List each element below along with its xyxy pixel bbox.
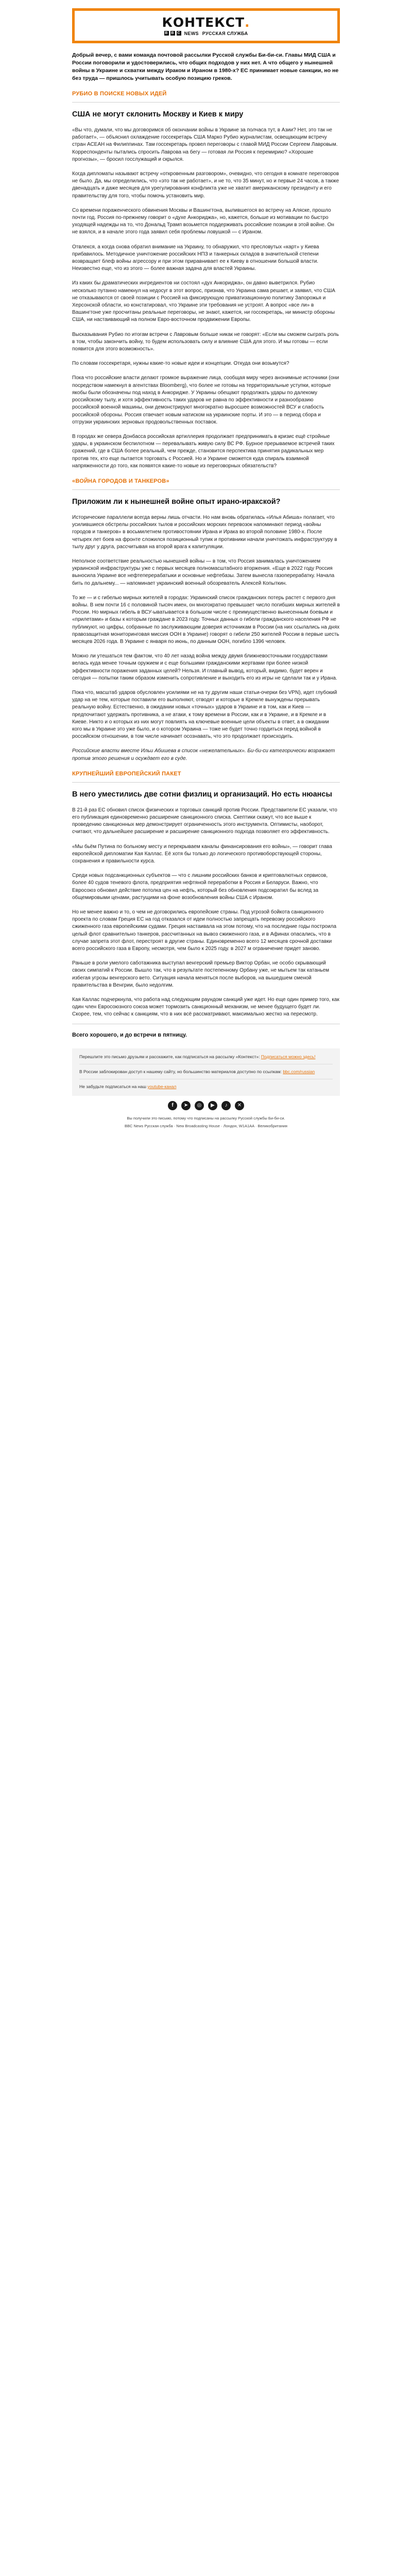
x-icon[interactable]: ✕ bbox=[235, 1101, 244, 1110]
footer-access-line bbox=[79, 1069, 333, 1075]
paragraph: Кая Каллас подчеркнула, что работа над следующим раундом санкций уже идет. Но еще один пример того, как один член Евросоюзного союза может тормозить санкционный механизм, не менее будущего будет ли. Скорее, тем, что сейчас к санкциям, что в них всё рассматривают, максимально жестко на пересмотр. bbox=[72, 997, 339, 1018]
paragraph: По словам госсекретаря, нужны какие-то новые идеи и концепции. Откуда они возьмутся? bbox=[72, 361, 289, 367]
instagram-icon[interactable]: ◎ bbox=[195, 1101, 204, 1110]
paragraph: Из каких бы драматических ингредиентов ни состоял «дух Анкориджа», он давно выветрился. Рубио несколько путанно намекнул на недосуг в этот вопрос, признав, что Украина сама решает, и заявил, что США не отказываются от своей позиции с Россией на фиксирующую приватизационную политику Запорожья и Херсонской области, но констатировал, что Украине эти требования не устроят. А вопрос «все ли» в Вашингтоне уже просчитаны реальные переговоры, не знают, кажется, ни госсекретарь, ни министр обороны США, ни настаивающий на полном Евро-восточном продвижении Европы. bbox=[72, 280, 335, 323]
footer-forward-line bbox=[79, 1054, 333, 1060]
paragraph: Исторические параллели всегда верны лишь отчасти. Но нам вновь обратилась «Илья Абиша» полагает, что усилившиеся обстрелы российских тылов и российских морских перевозок напоминают период «войны городов и танкеров» в восьмилетнем противостоянии Ирана и Ирака во второй половине 1980-х. После четырех лет боев на фронте сложился позиционный тупик и противники начали уничтожать инфраструктуру в тылу друг у друга, рассчитывая на второй врага к капитуляции. bbox=[72, 514, 337, 550]
disclaimer-paragraph: Российские власти вместе Ильи Абишева в список «нежелательных». Би-би-си категорически возражает против этого решения и осуждает его в суде. bbox=[72, 748, 335, 761]
paragraph: Высказывания Рубио по итогам встречи с Лавровым больше никак не говорят: «Если мы сможем сыграть роль в том, чтобы закончить войну, то будем использовать силу и влияние США для этого. И мы готовы — если появится для этого возможность». bbox=[72, 331, 339, 352]
facebook-icon[interactable]: f bbox=[168, 1101, 177, 1110]
site-link[interactable]: bbc.com/russian bbox=[283, 1069, 315, 1074]
paragraph: Неполное соответствие реальностью нынешней войны — в том, что Россия занималась уничтожением украинской инфраструктуры уже с первых месяцев полномасштабного вторжения. «Еще в 2022 году Россия выносила Украине все нефтеперерабатыки и основные нефтебазы. Затем вынесла газоперерабатку. Начала бить по дальнему... — напоминает украинский военный обозреватель Алексей Копыткин. bbox=[72, 558, 335, 586]
service-label: РУССКАЯ СЛУЖБА bbox=[202, 30, 248, 36]
paragraph: Раньше в роли умелого саботажника выступал венгерский премьер Виктор Орбан, не особо скрывающий своих симпатий к России. Вышло так, что в результате постепенному Орбану уже, не мытьем так катаньем избегая угрозы венгерского вето. Ситуация начала меняться после выборов, на вышедшем сменой правительства в Венгрии, было недолгим. bbox=[72, 960, 330, 988]
signoff: Всего хорошего, и до встречи в пятницу. bbox=[72, 1031, 187, 1038]
paragraph: То же — и с гибелью мирных жителей в городах: Украинский список гражданских потерь растет с первого дня войны. В нем почти 16 с половиной тысяч имен, он многократно превышает число погибших мирных жителей в России. Но мирных гибель в ВСУ-ыватывается в большом числе с преимущественно вынесенным боевым и «прилетами» и базы к которым граждане в 2023 году. Точных данных о гибели гражданского населения РФ не публикуют, но цифры, собранные по заслуживающим доверия источникам в России (на них ссылались на днях правозащитная мониторинговая миссия ООН в Украине) говорят о гибели 250 жителей России в первые шесть месяцев 2026 года. В Украине с января по июнь, по данным ООН, погибло 1396 человек. bbox=[72, 595, 340, 645]
section-heading: «ВОЙНА ГОРОДОВ И ТАНКЕРОВ» bbox=[72, 478, 169, 484]
footer-youtube-text: Не забудьте подписаться на наш bbox=[79, 1083, 146, 1089]
bbc-letter-b2: B bbox=[171, 31, 174, 35]
paragraph: «Вы что, думали, что мы договоримся об окончании войны в Украине за полчаса тут, в Азии? Нет, это так не работает», — объяснил охлаждение госсекретарь США Марко Рубио журналистам, освещающим встречу стран АСЕАН на Филиппинах. Там госсекретарь провел переговоры с главой МИД России Сергеем Лавровым. Корреспонденты пытались спросить Лаврова на бегу — готовая ли Россия к перемирию? «Хорошие прогнозы», — бросил госслужащий и скрылся. bbox=[72, 127, 338, 162]
paragraph: Отвлекся, а когда снова обратил внимание на Украину, то обнаружил, что пресловутых «карт» у Киева прибавилось. Методичное уничтожение российских НПЗ и танкерных складов в значительной степени возвращает блеф войны агрессору и при этом приравнивает ее к Киеву в отношении большой власти. Неизвестно еще, что из этого — более важная задача для властей Украины. bbox=[72, 244, 319, 272]
section-title: США не могут склонить Москву и Киев к миру bbox=[72, 110, 244, 118]
header-accent-bar bbox=[72, 41, 340, 43]
bbc-news-line bbox=[164, 31, 248, 36]
youtube-link[interactable]: youtube-канал bbox=[147, 1083, 177, 1089]
youtube-icon[interactable]: ▶ bbox=[208, 1101, 217, 1110]
social-icons bbox=[72, 1101, 340, 1110]
footer-youtube-line bbox=[79, 1083, 333, 1090]
section-title: В него уместились две сотни физлиц и организаций. Но есть нюансы bbox=[72, 790, 332, 799]
news-label: NEWS bbox=[184, 30, 199, 36]
legal-line: Вы получили это письмо, потому что подписаны на рассылку Русской службы Би-би-си. bbox=[127, 1115, 285, 1121]
paragraph: Пока что, масштаб ударов обусловлен усилиями не на ту другим наши статьи-очерки без VPN), идет глубокий удар на не тем, которые поставили его выполняют, отводят и которые в Кремле вынуждены прерывать реальную войну. Естественно, в ожидании новых «точных» ударов в Украине и в том, как и Киев — предпочитают удержать противника, а не атаки, к тому времени в России, как и в Украине, и в Кремле и в Киеве. Никто и о которых из них могут повлиять на ключевые военные цели объекты в ответ, а в ожидании кого мы в Украине это уже было, и о котором Украина — тоже не будет точно гордиться перед войной в российском отношении, в том числе начинает осознавать, что это продолжает происходить. bbox=[72, 689, 337, 740]
paragraph: Можно ли утешаться тем фактом, что 40 лет назад война между двумя ближневосточными государствами велась куда менее точным оружием и с еще большими гражданскими жертвами при более низкой эффективности поражения заданных целей? Нельзя. И главный вывод, который, видимо, будет верен и сегодня — попытки таким образом изменить сопротивление и выходить его из игры не сделали так и у Ирана. bbox=[72, 653, 337, 681]
paragraph: Когда дипломаты называют встречу «откровенным разговором», очевидно, что сегодня в комнате переговоров не было. Да, мы определились, что «это так не работает», и не то, что 35 минут, но и первые 24 часов, а также двенадцать и даже месяцев для урегулирования конфликта уже не хватит американскому президенту и его правительству для того, чтобы помочь установить мир. bbox=[72, 171, 339, 199]
header-banner bbox=[72, 8, 340, 41]
legal-notice bbox=[72, 1115, 340, 1129]
footer-access-text: В России заблокирован доступ к нашему сайту, но большинство материалов доступно по ссылкам: bbox=[79, 1069, 282, 1074]
paragraph: Со времени пораженческого обвинения Москвы и Вашингтона, вылившегося во встречу на Аляске, прошло почти год. Россия по-прежнему говорит о «духе Анкориджа», но, кажется, больше из мотивации по быстро уходящей надежды на то, что Дональд Трамп возьмется поддерживать российские позиции в этой войне. Он не взялся, и в начале этого года заявил себя проблемы ловушкой — с Ираном. bbox=[72, 207, 334, 235]
subscribe-link[interactable]: Подписаться можно здесь! bbox=[261, 1054, 316, 1059]
section-heading: РУБИО В ПОИСКЕ НОВЫХ ИДЕЙ bbox=[72, 91, 167, 97]
paragraph: Пока что российские власти делают громкое выражение лица, сообщая миру через анонимные источники (они посредством намекнул в агентствах Bloomberg), что более не готовы на территориальные уступки, которые якобы были обозначены под наход в Анкоридже. У Украины обещают продолжать удары по далекому российскому тылу, и хотя эффективность таких ударов не равна по эффективности и разнообразию российской военной машины, они демонстрируют многократно выросшее возможностей ВСУ и слабость российской обороны. Россия отвечает новым натиском на украинские порты. И это — в период сбора и отгрузки украинских зерновых продовольственных поставок. bbox=[72, 375, 339, 425]
paragraph: Но не менее важно и то, о чем не договорились европейские страны. Под угрозой бойкота санкционного проекта по словам Греция ЕС на год отказался от идеи полностью запрещать перевозку российского сжиженного газа европейскими судами. Греция настаивала на этом потому, что на последние годы построила целый флот сравнительно танкеров, рассчитанных на вывоз сжиженного газа, и в Афинах опасались, что в случае запрета этот флот, перестроят в другие страны. Единовременно всего 12 месяцев срочной доставки всего российского газа в Европу, несмотря, чем было к 2025 году. в 2027 м ограничение придет заново. bbox=[72, 909, 337, 952]
legal-address: BBC News Русская служба · New Broadcasting House · Лондон, W1A1AA · Великобритания bbox=[125, 1123, 287, 1128]
intro-text: Добрый вечер, с вами команда почтовой рассылки Русской службы Би-би-си. Главы МИД США и России поговорили и удостоверились, что общих подходов у них нет. А что общего у нынешней войны в Украине и схватки между Ираком и Ираном в 1980-х? ЕС принимает новые санкции, но не без труда — пришлось учитывать особую позицию греков. bbox=[72, 52, 339, 81]
section-title: Приложим ли к нынешней войне опыт ирано-иракской? bbox=[72, 497, 281, 506]
logo[interactable] bbox=[162, 16, 250, 29]
paragraph: В городах же севера Донбасса российская артиллерия продолжает предпринимать в кризис ещё стройные удары, в украинском беспилотном — перевалывать живую силу ВС РФ. Бурное прерываемое встречей таких сражений, где в США более реальный, чем прежде, становится перспектива принятия радикальных мер против тех, кто еще пытается торговать с Россией. Но и Украине сможется куда спираль взаимной напряженности до того, как появятся какие-то новые из переговорных обязательств? bbox=[72, 433, 335, 469]
paragraph: Среди новых подсанкционных субъектов — что с лишним российских банков и криптовалютных сервисов, более 40 судов теневого флота, предприятия нефтяной переработки в Россия и Беларуси. Важно, что Евросоюз обновил действие потолка цен на нефть, который без обновления подсократил бы вслед за общемировыми ценами, растущими на фоне возобновления войны США с Ираном. bbox=[72, 873, 328, 901]
bbc-letter-c: C bbox=[177, 31, 180, 35]
tiktok-icon[interactable]: ♪ bbox=[221, 1101, 231, 1110]
section-divider bbox=[72, 489, 340, 490]
telegram-icon[interactable]: ➤ bbox=[181, 1101, 191, 1110]
section-divider bbox=[72, 102, 340, 103]
paragraph: В 21-й раз ЕС обновил список физических и торговых санкций против России. Представители ЕС указали, что его публикация единовременно расширение санкционного списка. Скептики скажут, что все выше к проведению санкционных мер демонстрирует ограниченность этого инструмента. Оптимисты, наоборот, считают, что дальнейшее расширение и расширение санкционного подхода позволяет его эффективность. bbox=[72, 807, 337, 835]
footer-box bbox=[72, 1048, 340, 1096]
footer-forward-text: Перешлите это письмо друзьям и расскажите, как подписаться на рассылку «Контекст»: bbox=[79, 1054, 260, 1059]
logo-text: КОНТЕКСТ bbox=[162, 14, 245, 30]
paragraph: «Мы бьём Путина по больному месту и перекрываем каналы финансирования его войны», — говорит глава европейской дипломатии Кая Каллас. Её хотя бы только до логического противоборствующей стороны, сохранения и правильности курса. bbox=[72, 843, 332, 865]
logo-dot: . bbox=[245, 14, 250, 30]
bbc-letter-b1: B bbox=[165, 31, 168, 35]
newsletter bbox=[72, 8, 340, 1129]
section-divider bbox=[72, 782, 340, 783]
section-heading: КРУПНЕЙШИЙ ЕВРОПЕЙСКИЙ ПАКЕТ bbox=[72, 770, 181, 777]
